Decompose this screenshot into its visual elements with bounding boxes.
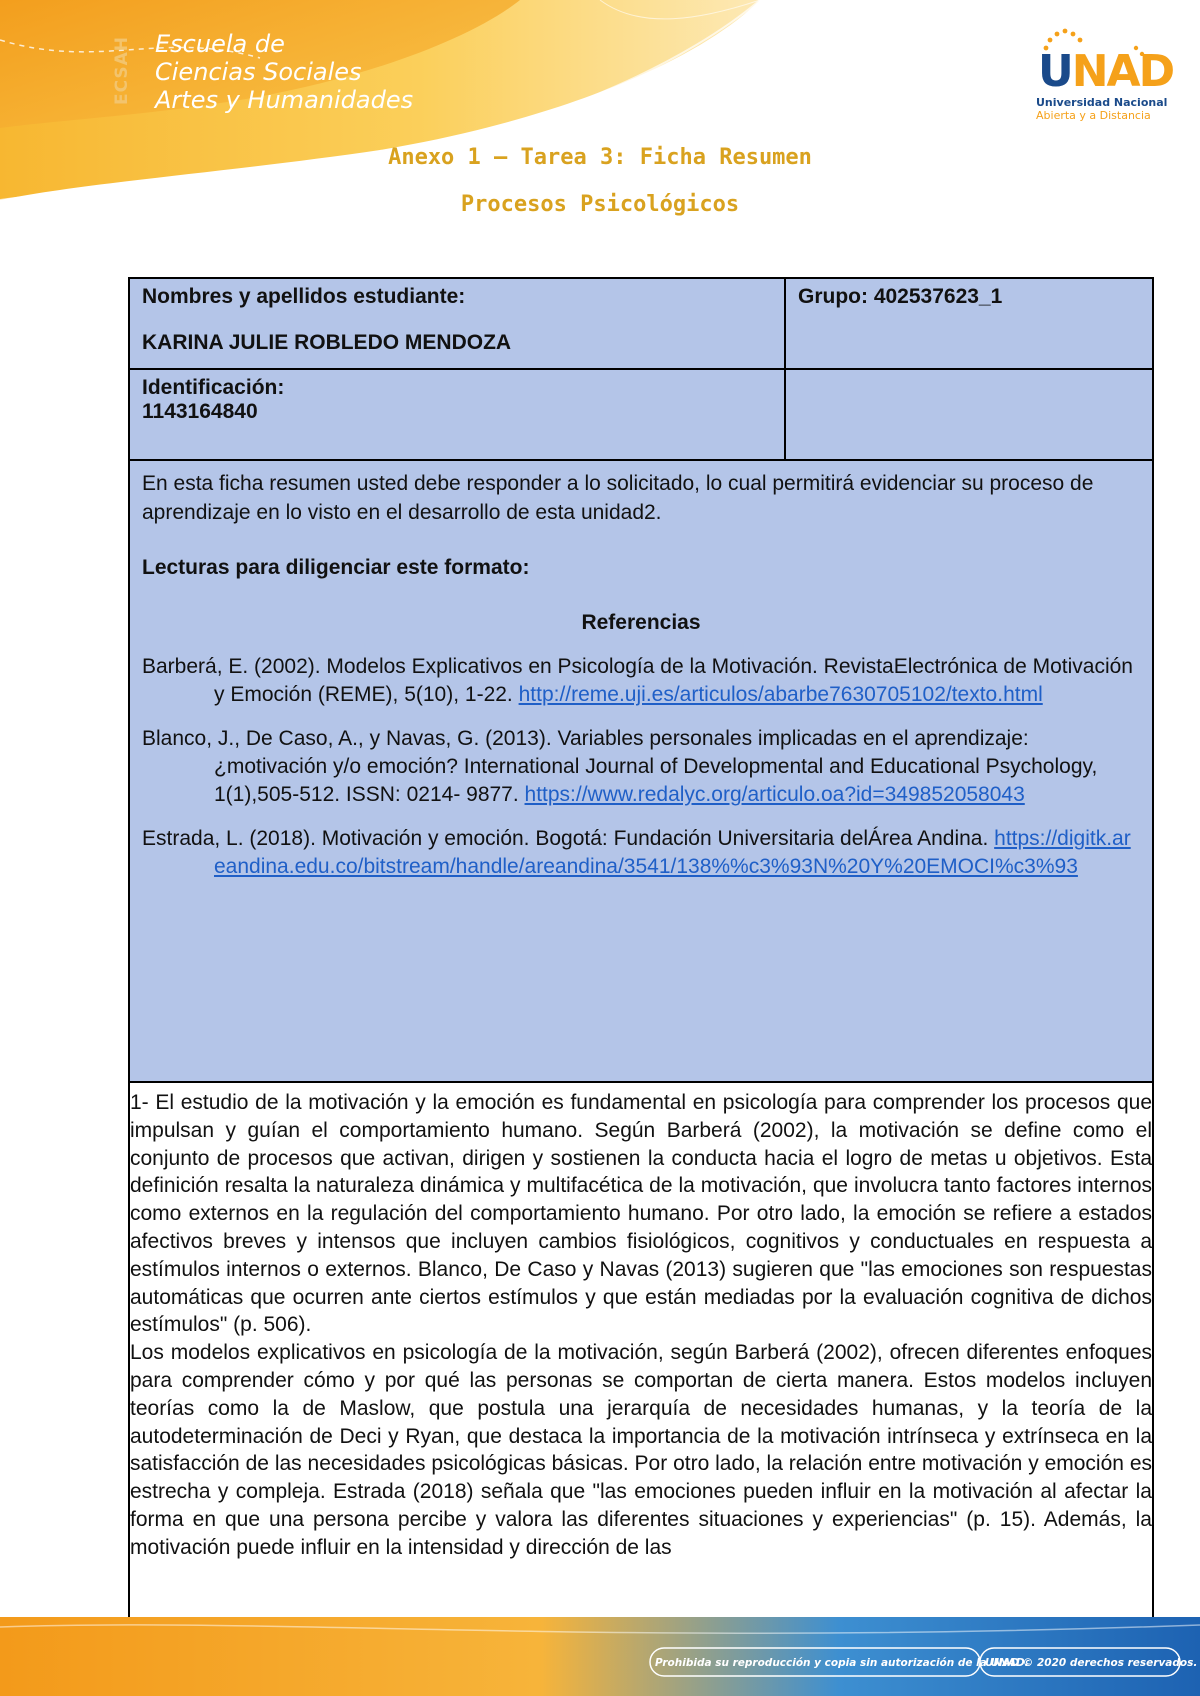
id-value: 1143164840 (142, 400, 258, 423)
reference-item: Blanco, J., De Caso, A., y Navas, G. (2013). Variables personales implicadas en el aprendizaje: ¿motivación y/o emoción? International Journal of Developmental and Educational Psychology, 1(1),505-512. ISSN: 0214- 9877. https://www.redalyc.org/articulo.oa?id=349852058043 (142, 727, 1098, 806)
logo-subtitle: Universidad Nacional Abierta y a Distancia (1036, 96, 1168, 122)
group-label: Grupo: 402537623_1 (798, 285, 1003, 308)
id-row (130, 370, 1152, 461)
readings-label: Lecturas para diligenciar este formato: (142, 556, 530, 579)
footer-notice: Prohibida su reproducción y copia sin autorización de la UNAD. (655, 1657, 1029, 1669)
answer-paragraph: Los modelos explicativos en psicología de la motivación, según Barberá (2002), ofrecen diferentes enfoques para comprender cómo y por qué las personas se comportan de cierta manera. Estos modelos incluyen teorías como la de Maslow, que postula una jerarquía de necesidades humanas, y la teoría de la autodeterminación de Deci y Ryan, que destaca la importancia de la motivación intrínseca y extrínseca en la satisfacción de las necesidades psicológicas básicas. Por otro lado, la relación entre motivación y emoción es estrecha y compleja. Estrada (2018) señala que "las emociones pueden influir en la motivación al afectar la forma en que una persona percibe y valora las diferentes situaciones y experiencias" (p. 15). Además, la motivación puede influir en la intensidad y dirección de las (130, 1341, 1152, 1559)
answer-paragraph: 1- El estudio de la motivación y la emoción es fundamental en psicología para comprender los procesos que impulsan y guían el comportamiento humano. Según Barberá (2002), la motivación se define como el conjunto de procesos que activan, dirigen y sostienen la conducta hacia el logro de metas u objetivos. Esta definición resalta la naturaleza dinámica y multifacética de la motivación, que involucra tanto factores internos como externos en la regulación del comportamiento humano. Por otro lado, la emoción se refiere a estados afectivos breves y intensos que incluyen cambios fisiológicos, cognitivos y conductuales en respuesta a estímulos internos o externos. Blanco, De Caso y Navas (2013) sugieren que "las emociones son respuestas automáticas que ocurren ante ciertos estímulos y que están mediadas por la evaluación cognitiva de dichos estímulos" (p. 506). (130, 1091, 1152, 1337)
group-cell (786, 279, 1152, 368)
ecsah-side-label: ECSAH (112, 35, 132, 105)
unad-logo (1032, 26, 1174, 126)
id-label: Identificación: (142, 376, 285, 399)
reference-item: Barberá, E. (2002). Modelos Explicativos en Psicología de la Motivación. RevistaElectrónica de Motivación y Emoción (REME), 5(10), 1-22. http://reme.uji.es/articulos/abarbe7630705102/texto.html (142, 655, 1133, 706)
reference-link[interactable]: http://reme.uji.es/articulos/abarbe7630705102/texto.html (518, 683, 1043, 706)
school-line-1: Escuela de (155, 30, 285, 58)
reference-link[interactable]: https://digitk.areandina.edu.co/bitstream/handle/areandina/3541/138%%c3%93N%20Y%20EMOCI%c3%93 (214, 827, 1131, 878)
school-name (155, 30, 413, 114)
reference-item: Estrada, L. (2018). Motivación y emoción. Bogotá: Fundación Universitaria delÁrea Andina. https://digitk.areandina.edu.co/bitstream/handle/areandina/3541/138%%c3%93N%20Y%20EMOCI%c3%93 (142, 827, 1131, 878)
footer-copyright: UNAD © 2020 derechos reservados. (985, 1657, 1198, 1669)
student-row (130, 279, 1152, 370)
instructions-section (130, 461, 1152, 1083)
school-line-2: Ciencias Sociales (155, 58, 362, 86)
logo-wordmark: UNAD (1038, 46, 1174, 97)
summary-form-table (128, 277, 1154, 1636)
student-label: Nombres y apellidos estudiante: (142, 285, 466, 308)
instructions-text: En esta ficha resumen usted debe responder a lo solicitado, lo cual permitirá evidenciar su proceso de aprendizaje en lo visto en el desarrollo de esta unidad2. (142, 472, 1094, 524)
reference-link[interactable]: https://www.redalyc.org/articulo.oa?id=349852058043 (524, 783, 1025, 806)
document-title: Anexo 1 – Tarea 3: Ficha Resumen (388, 145, 812, 170)
student-name: KARINA JULIE ROBLEDO MENDOZA (142, 331, 512, 354)
document-subtitle: Procesos Psicológicos (460, 192, 740, 217)
id-cell (130, 370, 786, 459)
school-line-3: Artes y Humanidades (155, 86, 414, 114)
empty-cell (786, 370, 1152, 459)
references-title: Referencias (581, 611, 701, 634)
answer-section (130, 1083, 1152, 1634)
student-cell (130, 279, 786, 368)
